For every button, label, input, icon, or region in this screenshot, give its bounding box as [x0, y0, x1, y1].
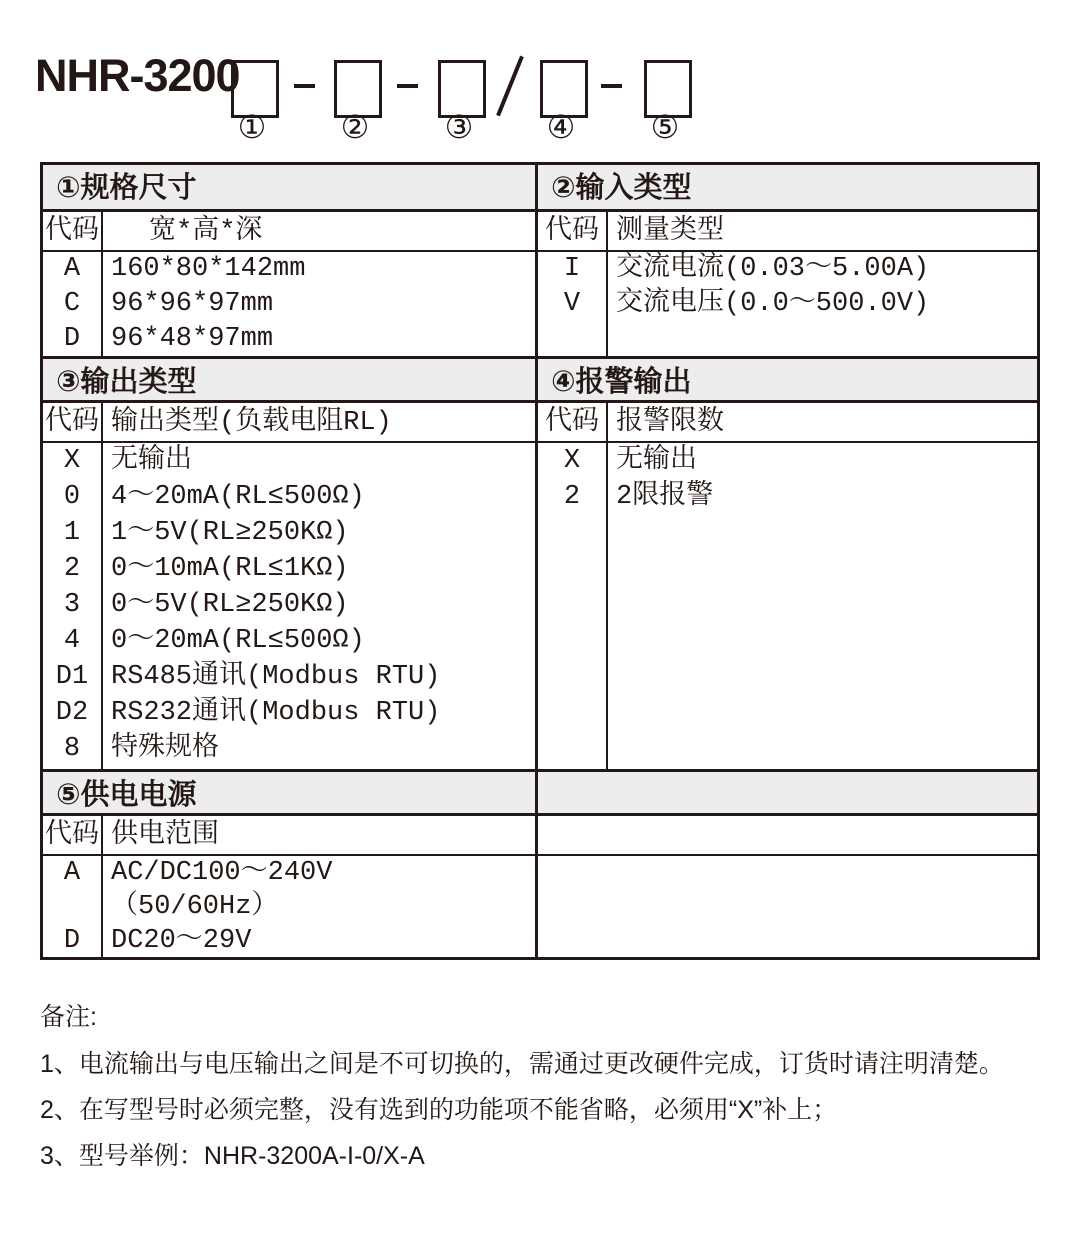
- power-desc: （50/60Hz）: [111, 892, 279, 922]
- power-desc: DC20～29V: [111, 926, 252, 956]
- input-code: V: [563, 289, 581, 319]
- output-code: 4: [63, 626, 81, 656]
- slash-separator-icon: [496, 56, 524, 117]
- empty-body-cell: [538, 856, 1037, 957]
- body-row-3-4: [43, 443, 1037, 769]
- input-code: I: [563, 254, 581, 284]
- note-item-3: 3、型号举例：NHR-3200A-I-0/X-A: [40, 1142, 425, 1170]
- output-desc: 0～10mA(RL≤1KΩ): [111, 554, 349, 584]
- empty-band-cell: [538, 772, 1037, 813]
- output-desc: 4～20mA(RL≤500Ω): [111, 482, 365, 512]
- code-header: 代码: [538, 212, 608, 250]
- spec-desc: 96*48*97mm: [111, 324, 274, 354]
- desc-header-alarm: 报警限数: [616, 408, 724, 438]
- section-band-1-2: [43, 165, 1037, 212]
- output-desc: 0～5V(RL≥250KΩ): [111, 590, 349, 620]
- code-header: 代码: [43, 212, 103, 250]
- position-number-5: ⑤: [650, 108, 680, 146]
- power-code: D: [63, 926, 81, 956]
- output-code: 3: [63, 590, 81, 620]
- output-code: 0: [63, 482, 81, 512]
- output-desc: 特殊规格: [111, 734, 219, 764]
- section-title-power-supply: ⑤供电电源: [56, 779, 197, 811]
- spec-desc: 96*96*97mm: [111, 289, 274, 319]
- alarm-code: X: [563, 446, 581, 476]
- position-number-3: ③: [444, 108, 474, 146]
- desc-header-power: 供电范围: [111, 821, 219, 851]
- spec-desc: 160*80*142mm: [111, 254, 306, 284]
- input-desc: 交流电流(0.03～5.00A): [616, 254, 930, 284]
- section-title-spec-size: ①规格尺寸: [56, 172, 197, 204]
- output-code: X: [63, 446, 81, 476]
- input-desc: 交流电压(0.0～500.0V): [616, 289, 930, 319]
- section-title-input-type: ②输入类型: [551, 172, 692, 204]
- power-code: [43, 890, 101, 924]
- spec-code: A: [63, 254, 81, 284]
- model-prefix: NHR-3200: [35, 50, 240, 101]
- output-code: 8: [63, 734, 81, 764]
- output-desc: RS232通讯(Modbus RTU): [111, 698, 441, 728]
- notes-block: [40, 1002, 1050, 1187]
- output-code: D1: [55, 662, 89, 692]
- output-desc: RS485通讯(Modbus RTU): [111, 662, 441, 692]
- output-code: 2: [63, 554, 81, 584]
- desc-header-output: 输出类型(负载电阻RL): [111, 408, 392, 438]
- code-header: 代码: [43, 403, 103, 441]
- model-code-diagram: [0, 0, 1080, 162]
- alarm-code: 2: [563, 482, 581, 512]
- dash-separator-icon: [294, 84, 315, 88]
- body-row-1-2: [43, 252, 1037, 356]
- body-row-5: [43, 856, 1037, 957]
- dash-separator-icon: [397, 84, 418, 88]
- section-band-5: [43, 769, 1037, 816]
- header-row-1-2: [43, 212, 1037, 252]
- output-code: D2: [55, 698, 89, 728]
- note-item-2: 2、在写型号时必须完整，没有选到的功能项不能省略，必须用“X”补上；: [40, 1096, 838, 1124]
- spec-code: D: [63, 324, 81, 354]
- position-number-4: ④: [546, 108, 576, 146]
- position-number-2: ②: [340, 108, 370, 146]
- notes-title: 备注:: [40, 1003, 97, 1031]
- section-band-3-4: [43, 356, 1037, 403]
- header-row-3-4: [43, 403, 1037, 443]
- power-desc: AC/DC100～240V: [111, 858, 333, 888]
- desc-header-spec: 宽*高*深: [149, 217, 263, 247]
- code-header: 代码: [538, 403, 608, 441]
- desc-header-input: 测量类型: [616, 217, 724, 247]
- selection-table: [40, 162, 1040, 960]
- position-number-1: ①: [237, 108, 267, 146]
- power-code: A: [63, 858, 81, 888]
- alarm-desc: 无输出: [616, 446, 697, 476]
- empty-header-cell: [538, 816, 1037, 854]
- output-code: 1: [63, 518, 81, 548]
- output-desc: 0～20mA(RL≤500Ω): [111, 626, 365, 656]
- spec-code: C: [63, 289, 81, 319]
- note-item-1: 1、电流输出与电压输出之间是不可切换的，需通过更改硬件完成，订货时请注明清楚。: [40, 1050, 1004, 1078]
- output-desc: 无输出: [111, 446, 192, 476]
- header-row-5: [43, 816, 1037, 856]
- section-title-alarm-output: ④报警输出: [551, 366, 692, 398]
- output-desc: 1～5V(RL≥250KΩ): [111, 518, 349, 548]
- section-title-output-type: ③输出类型: [56, 366, 197, 398]
- code-header: 代码: [43, 816, 103, 854]
- dash-separator-icon: [601, 84, 622, 88]
- alarm-desc: 2限报警: [616, 482, 714, 512]
